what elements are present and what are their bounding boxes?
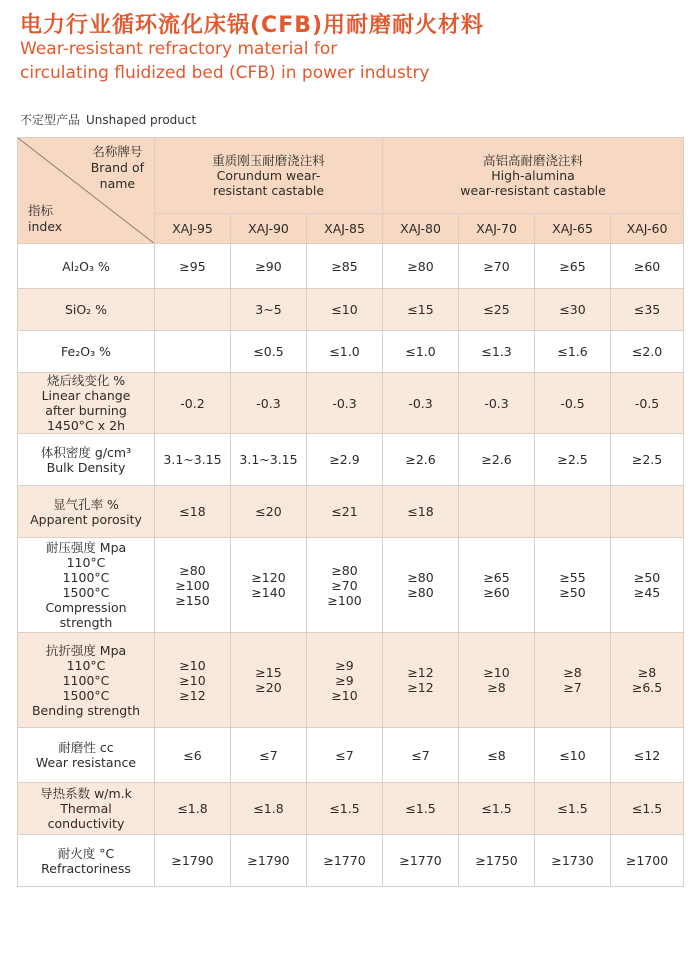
value-cell: ≤1.0 (307, 331, 383, 373)
brand-label (91, 144, 144, 192)
grade-header: XAJ-85 (307, 214, 383, 244)
value-cell: ≤25 (459, 289, 535, 331)
value-cell: ≤1.5 (535, 783, 611, 835)
value-cell: ≥95 (155, 244, 231, 289)
value-cell: ≥90 (231, 244, 307, 289)
section-label-cn: 不定型产品 (20, 113, 81, 127)
value-cell: ≤6 (155, 728, 231, 783)
value-cell: ≤7 (383, 728, 459, 783)
value-cell: ≥1750 (459, 835, 535, 887)
grade-header: XAJ-70 (459, 214, 535, 244)
group-corundum (155, 138, 383, 214)
value-cell: ≥2.9 (307, 434, 383, 486)
value-cell: -0.3 (231, 373, 307, 434)
grade-header: XAJ-90 (231, 214, 307, 244)
index-label (28, 203, 62, 235)
value-cell: ≥9 ≥9 ≥10 (307, 633, 383, 728)
value-cell: ≥80 ≥80 (383, 538, 459, 633)
value-cell: -0.5 (535, 373, 611, 434)
page-title-cn: 电力行业循环流化床锅(CFB)用耐磨耐火材料 (20, 13, 485, 38)
table-row (18, 783, 684, 835)
grade-header: XAJ-60 (611, 214, 684, 244)
value-cell: ≤1.5 (459, 783, 535, 835)
value-cell: ≤1.8 (155, 783, 231, 835)
group-high-alumina (383, 138, 684, 214)
index-label-en: index (28, 219, 63, 234)
row-label: SiO₂ % (18, 289, 155, 331)
table-row (18, 373, 684, 434)
value-cell: ≤10 (307, 289, 383, 331)
grade-header: XAJ-80 (383, 214, 459, 244)
table-row (18, 633, 684, 728)
group-corundum-en1: Corundum wear- (216, 168, 321, 183)
page-title-en-line1: Wear-resistant refractory material for (20, 39, 338, 59)
value-cell: ≥1770 (307, 835, 383, 887)
row-label: 耐磨性 cc Wear resistance (18, 728, 155, 783)
value-cell: ≥80 (383, 244, 459, 289)
value-cell: ≤1.5 (611, 783, 684, 835)
page-title-en-line2: circulating fluidized bed (CFB) in power industry (20, 63, 430, 83)
value-cell: ≤0.5 (231, 331, 307, 373)
value-cell: ≥1790 (155, 835, 231, 887)
header-corner-cell (18, 138, 155, 244)
value-cell: ≥60 (611, 244, 684, 289)
grade-header: XAJ-95 (155, 214, 231, 244)
value-cell: ≥2.6 (459, 434, 535, 486)
value-cell: ≤1.0 (383, 331, 459, 373)
value-cell: ≤18 (383, 486, 459, 538)
value-cell: ≥55 ≥50 (535, 538, 611, 633)
value-cell: ≥10 ≥10 ≥12 (155, 633, 231, 728)
header-group-row (18, 138, 684, 214)
table-row (18, 728, 684, 783)
spec-table (17, 137, 684, 887)
row-label: 烧后线变化 % Linear change after burning 1450°C x 2h (18, 373, 155, 434)
value-cell: ≥8 ≥7 (535, 633, 611, 728)
value-cell: ≤1.3 (459, 331, 535, 373)
value-cell: ≥1770 (383, 835, 459, 887)
value-cell: ≥85 (307, 244, 383, 289)
row-label: 耐压强度 Mpa 110°C 1100°C 1500°C Compression strength (18, 538, 155, 633)
value-cell (155, 331, 231, 373)
page-title-en (20, 37, 430, 85)
value-cell: ≥1730 (535, 835, 611, 887)
value-cell: -0.3 (459, 373, 535, 434)
value-cell: ≤35 (611, 289, 684, 331)
group-corundum-cn: 重质刚玉耐磨浇注料 (212, 153, 325, 168)
section-label-en: Unshaped product (86, 113, 197, 127)
value-cell: ≤8 (459, 728, 535, 783)
table-row (18, 331, 684, 373)
row-label: 抗折强度 Mpa 110°C 1100°C 1500°C Bending strength (18, 633, 155, 728)
value-cell: -0.5 (611, 373, 684, 434)
value-cell (611, 486, 684, 538)
value-cell: 3.1~3.15 (231, 434, 307, 486)
value-cell: ≥2.5 (535, 434, 611, 486)
value-cell (459, 486, 535, 538)
row-label: 体积密度 g/cm³ Bulk Density (18, 434, 155, 486)
brand-label-en2: name (99, 176, 136, 191)
value-cell: ≥1700 (611, 835, 684, 887)
value-cell: ≥65 (535, 244, 611, 289)
value-cell: ≥80 ≥100 ≥150 (155, 538, 231, 633)
value-cell: ≤1.6 (535, 331, 611, 373)
value-cell: ≤18 (155, 486, 231, 538)
value-cell: ≥65 ≥60 (459, 538, 535, 633)
value-cell: ≤1.5 (383, 783, 459, 835)
value-cell: ≥80 ≥70 ≥100 (307, 538, 383, 633)
value-cell: ≥10 ≥8 (459, 633, 535, 728)
value-cell: -0.2 (155, 373, 231, 434)
brand-label-cn: 名称牌号 (92, 144, 143, 159)
value-cell: ≥50 ≥45 (611, 538, 684, 633)
table-row (18, 244, 684, 289)
table-row (18, 434, 684, 486)
value-cell: ≤21 (307, 486, 383, 538)
value-cell: ≤1.8 (231, 783, 307, 835)
index-label-cn: 指标 (28, 203, 54, 218)
value-cell: ≤2.0 (611, 331, 684, 373)
grade-header: XAJ-65 (535, 214, 611, 244)
row-label: 导热系数 w/m.k Thermal conductivity (18, 783, 155, 835)
value-cell: ≥120 ≥140 (231, 538, 307, 633)
value-cell: ≤20 (231, 486, 307, 538)
value-cell: ≤15 (383, 289, 459, 331)
value-cell: ≥70 (459, 244, 535, 289)
row-label: Al₂O₃ % (18, 244, 155, 289)
row-label: 耐火度 °C Refractoriness (18, 835, 155, 887)
value-cell (155, 289, 231, 331)
value-cell: ≤7 (307, 728, 383, 783)
row-label: 显气孔率 % Apparent porosity (18, 486, 155, 538)
value-cell: ≥8 ≥6.5 (611, 633, 684, 728)
value-cell: ≥2.5 (611, 434, 684, 486)
section-label (20, 111, 196, 128)
value-cell: ≤1.5 (307, 783, 383, 835)
brand-label-en1: Brand of (90, 160, 144, 175)
value-cell: 3.1~3.15 (155, 434, 231, 486)
value-cell: -0.3 (383, 373, 459, 434)
value-cell: ≤10 (535, 728, 611, 783)
group-high-alumina-en2: wear-resistant castable (460, 183, 606, 198)
value-cell: ≥15 ≥20 (231, 633, 307, 728)
group-high-alumina-en1: High-alumina (491, 168, 575, 183)
row-label: Fe₂O₃ % (18, 331, 155, 373)
value-cell: 3~5 (231, 289, 307, 331)
group-high-alumina-cn: 高铝高耐磨浇注料 (483, 153, 584, 168)
value-cell (535, 486, 611, 538)
value-cell: ≤7 (231, 728, 307, 783)
value-cell: ≤30 (535, 289, 611, 331)
table-row (18, 835, 684, 887)
value-cell: -0.3 (307, 373, 383, 434)
group-corundum-en2: resistant castable (212, 183, 325, 198)
table-row (18, 289, 684, 331)
value-cell: ≥2.6 (383, 434, 459, 486)
value-cell: ≤12 (611, 728, 684, 783)
value-cell: ≥1790 (231, 835, 307, 887)
table-row (18, 486, 684, 538)
value-cell: ≥12 ≥12 (383, 633, 459, 728)
table-row (18, 538, 684, 633)
